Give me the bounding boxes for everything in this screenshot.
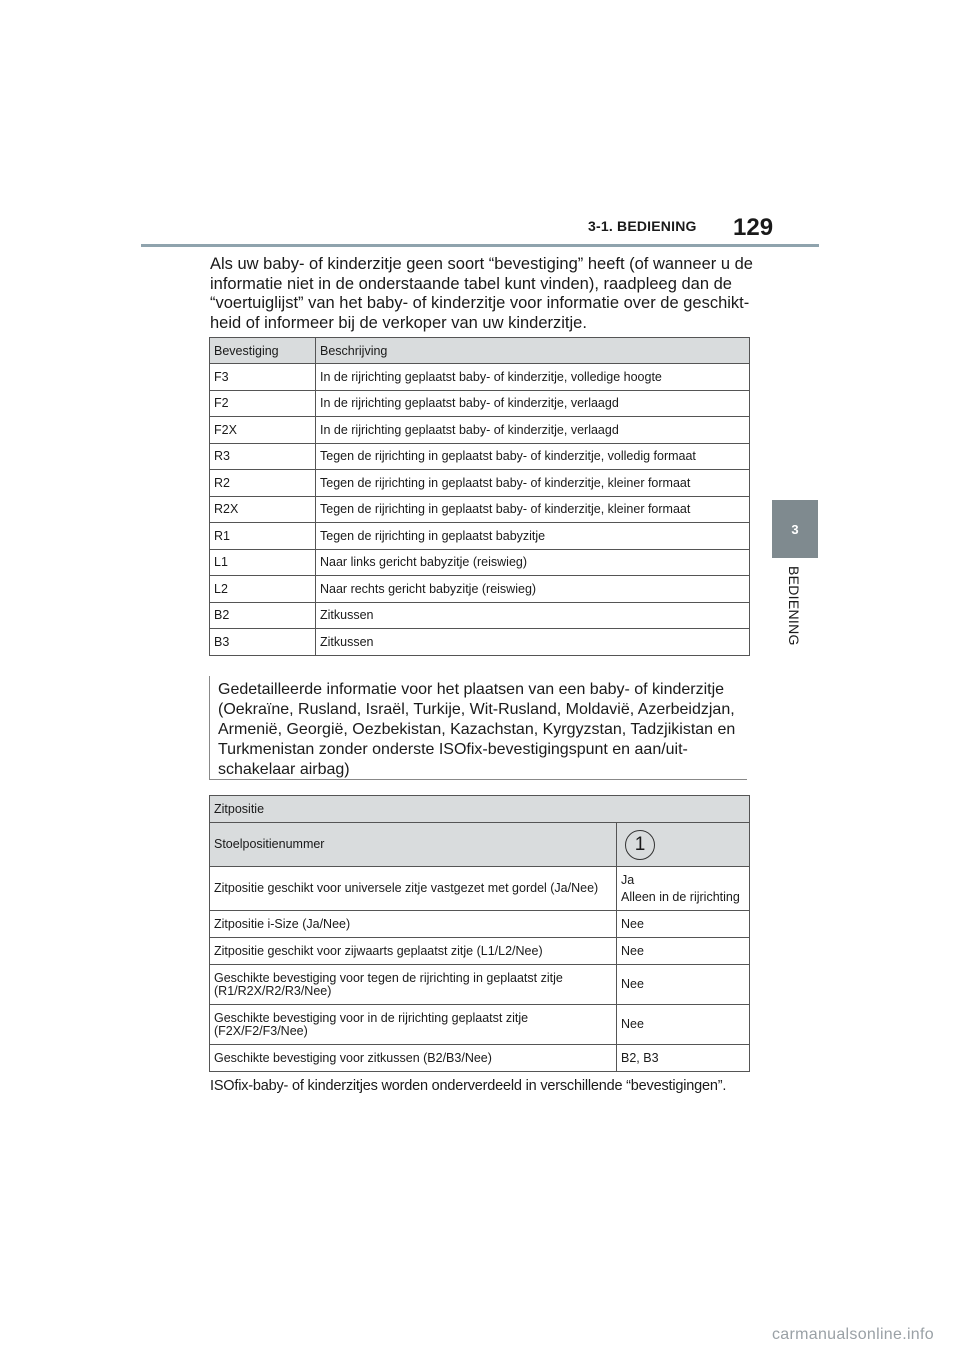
fixture-table (209, 337, 750, 656)
page-number: 129 (733, 214, 774, 241)
callout-text: Gedetailleerde informatie voor het plaatsen van een baby- of kinderzitje (Oekraïne, Rusland, Israël, Turkije, Wit-Rusland, Moldavië, Azerbeidzjan, Armenië, Georgië, Oezbekistan, Kazachstan, Kyrgyzstan, Tadzjikistan en Turkmenistan zonder onderste ISOfix-bevestigingspunt en aan/uit-schakelaar airbag) (218, 681, 736, 778)
section-title: 3-1. BEDIENING (588, 218, 697, 234)
table-row (210, 965, 750, 1005)
fixture-code: B3 (210, 629, 316, 656)
header-fixture: Bevestiging (210, 338, 316, 364)
fixture-code: R2 (210, 470, 316, 497)
fixture-code: R3 (210, 443, 316, 470)
fixture-description: Zitkussen (316, 629, 750, 656)
fixture-code: L1 (210, 549, 316, 576)
seat-criterion: Zitpositie geschikt voor zijwaarts geplaatst zitje (L1/L2/Nee) (210, 938, 617, 965)
seat-value (617, 867, 750, 911)
fixture-description: In de rijrichting geplaatst baby- of kinderzitje, volledige hoogte (316, 364, 750, 391)
seat-value: Nee (617, 1005, 750, 1045)
chapter-tab[interactable] (772, 500, 818, 558)
fixture-code: L2 (210, 576, 316, 603)
fixture-description: Tegen de rijrichting in geplaatst baby- of kinderzitje, kleiner formaat (316, 496, 750, 523)
header-divider (141, 244, 819, 247)
fixture-code: R2X (210, 496, 316, 523)
table-row (210, 911, 750, 938)
fixture-code: R1 (210, 523, 316, 550)
seat-number-badge: 1 (625, 830, 655, 860)
fixture-description: In de rijrichting geplaatst baby- of kinderzitje, verlaagd (316, 417, 750, 444)
table-row (210, 938, 750, 965)
seat-criterion: Geschikte bevestiging voor in de rijrichting geplaatst zitje (F2X/F2/F3/Nee) (210, 1005, 617, 1045)
table-row (210, 576, 750, 603)
table-header-row (210, 338, 750, 364)
seat-value: B2, B3 (617, 1045, 750, 1072)
fixture-code: F2X (210, 417, 316, 444)
table-row (210, 417, 750, 444)
seat-number-label: Stoelpositienummer (210, 823, 617, 867)
table-row (210, 602, 750, 629)
fixture-description: Tegen de rijrichting in geplaatst babyzitje (316, 523, 750, 550)
watermark: carmanualsonline.info (772, 1326, 934, 1343)
table-header-row (210, 823, 750, 867)
fixture-code: F3 (210, 364, 316, 391)
table-row (210, 390, 750, 417)
table-header-row (210, 796, 750, 823)
intro-paragraph: Als uw baby- of kinderzitje geen soort “bevestiging” heeft (of wanneer u de informatie niet in de onderstaande tabel kunt vinden), raadpleeg dan de “voertuiglijst” van het baby- of kinderzitje voor informatie over de geschikt-heid of informeer bij de verkoper van uw kinderzitje. (210, 255, 753, 332)
seat-value: Nee (617, 938, 750, 965)
seat-criterion: Geschikte bevestiging voor zitkussen (B2/B3/Nee) (210, 1045, 617, 1072)
seat-criterion: Geschikte bevestiging voor tegen de rijrichting in geplaatst zitje (R1/R2X/R2/R3/Nee) (210, 965, 617, 1005)
callout-box (209, 676, 747, 780)
fixture-description: Zitkussen (316, 602, 750, 629)
table-row (210, 364, 750, 391)
footer-note: ISOfix-baby- of kinderzitjes worden onderverdeeld in verschillende “bevestigingen”. (210, 1078, 727, 1094)
table-row (210, 496, 750, 523)
table-row (210, 470, 750, 497)
table-row (210, 443, 750, 470)
seat-position-table (209, 795, 750, 1072)
fixture-code: F2 (210, 390, 316, 417)
table-row (210, 523, 750, 550)
table-row (210, 1005, 750, 1045)
fixture-description: Tegen de rijrichting in geplaatst baby- of kinderzitje, kleiner formaat (316, 470, 750, 497)
table-row (210, 1045, 750, 1072)
seat-criterion: Zitpositie i-Size (Ja/Nee) (210, 911, 617, 938)
table-row (210, 549, 750, 576)
fixture-description: In de rijrichting geplaatst baby- of kinderzitje, verlaagd (316, 390, 750, 417)
seat-table-title: Zitpositie (210, 796, 750, 823)
seat-value: Nee (617, 965, 750, 1005)
header-description: Beschrijving (316, 338, 750, 364)
fixture-description: Tegen de rijrichting in geplaatst baby- of kinderzitje, volledig formaat (316, 443, 750, 470)
chapter-number: 3 (791, 521, 799, 537)
seat-number-cell (617, 823, 750, 867)
fixture-description: Naar rechts gericht babyzitje (reiswieg) (316, 576, 750, 603)
seat-value-main: Ja (621, 872, 635, 887)
table-row (210, 867, 750, 911)
fixture-description: Naar links gericht babyzitje (reiswieg) (316, 549, 750, 576)
fixture-code: B2 (210, 602, 316, 629)
seat-criterion: Zitpositie geschikt voor universele zitje vastgezet met gordel (Ja/Nee) (210, 867, 617, 911)
seat-value-note: Alleen in de rijrichting (621, 889, 740, 904)
table-row (210, 629, 750, 656)
chapter-label: BEDIENING (786, 566, 802, 646)
seat-value: Nee (617, 911, 750, 938)
